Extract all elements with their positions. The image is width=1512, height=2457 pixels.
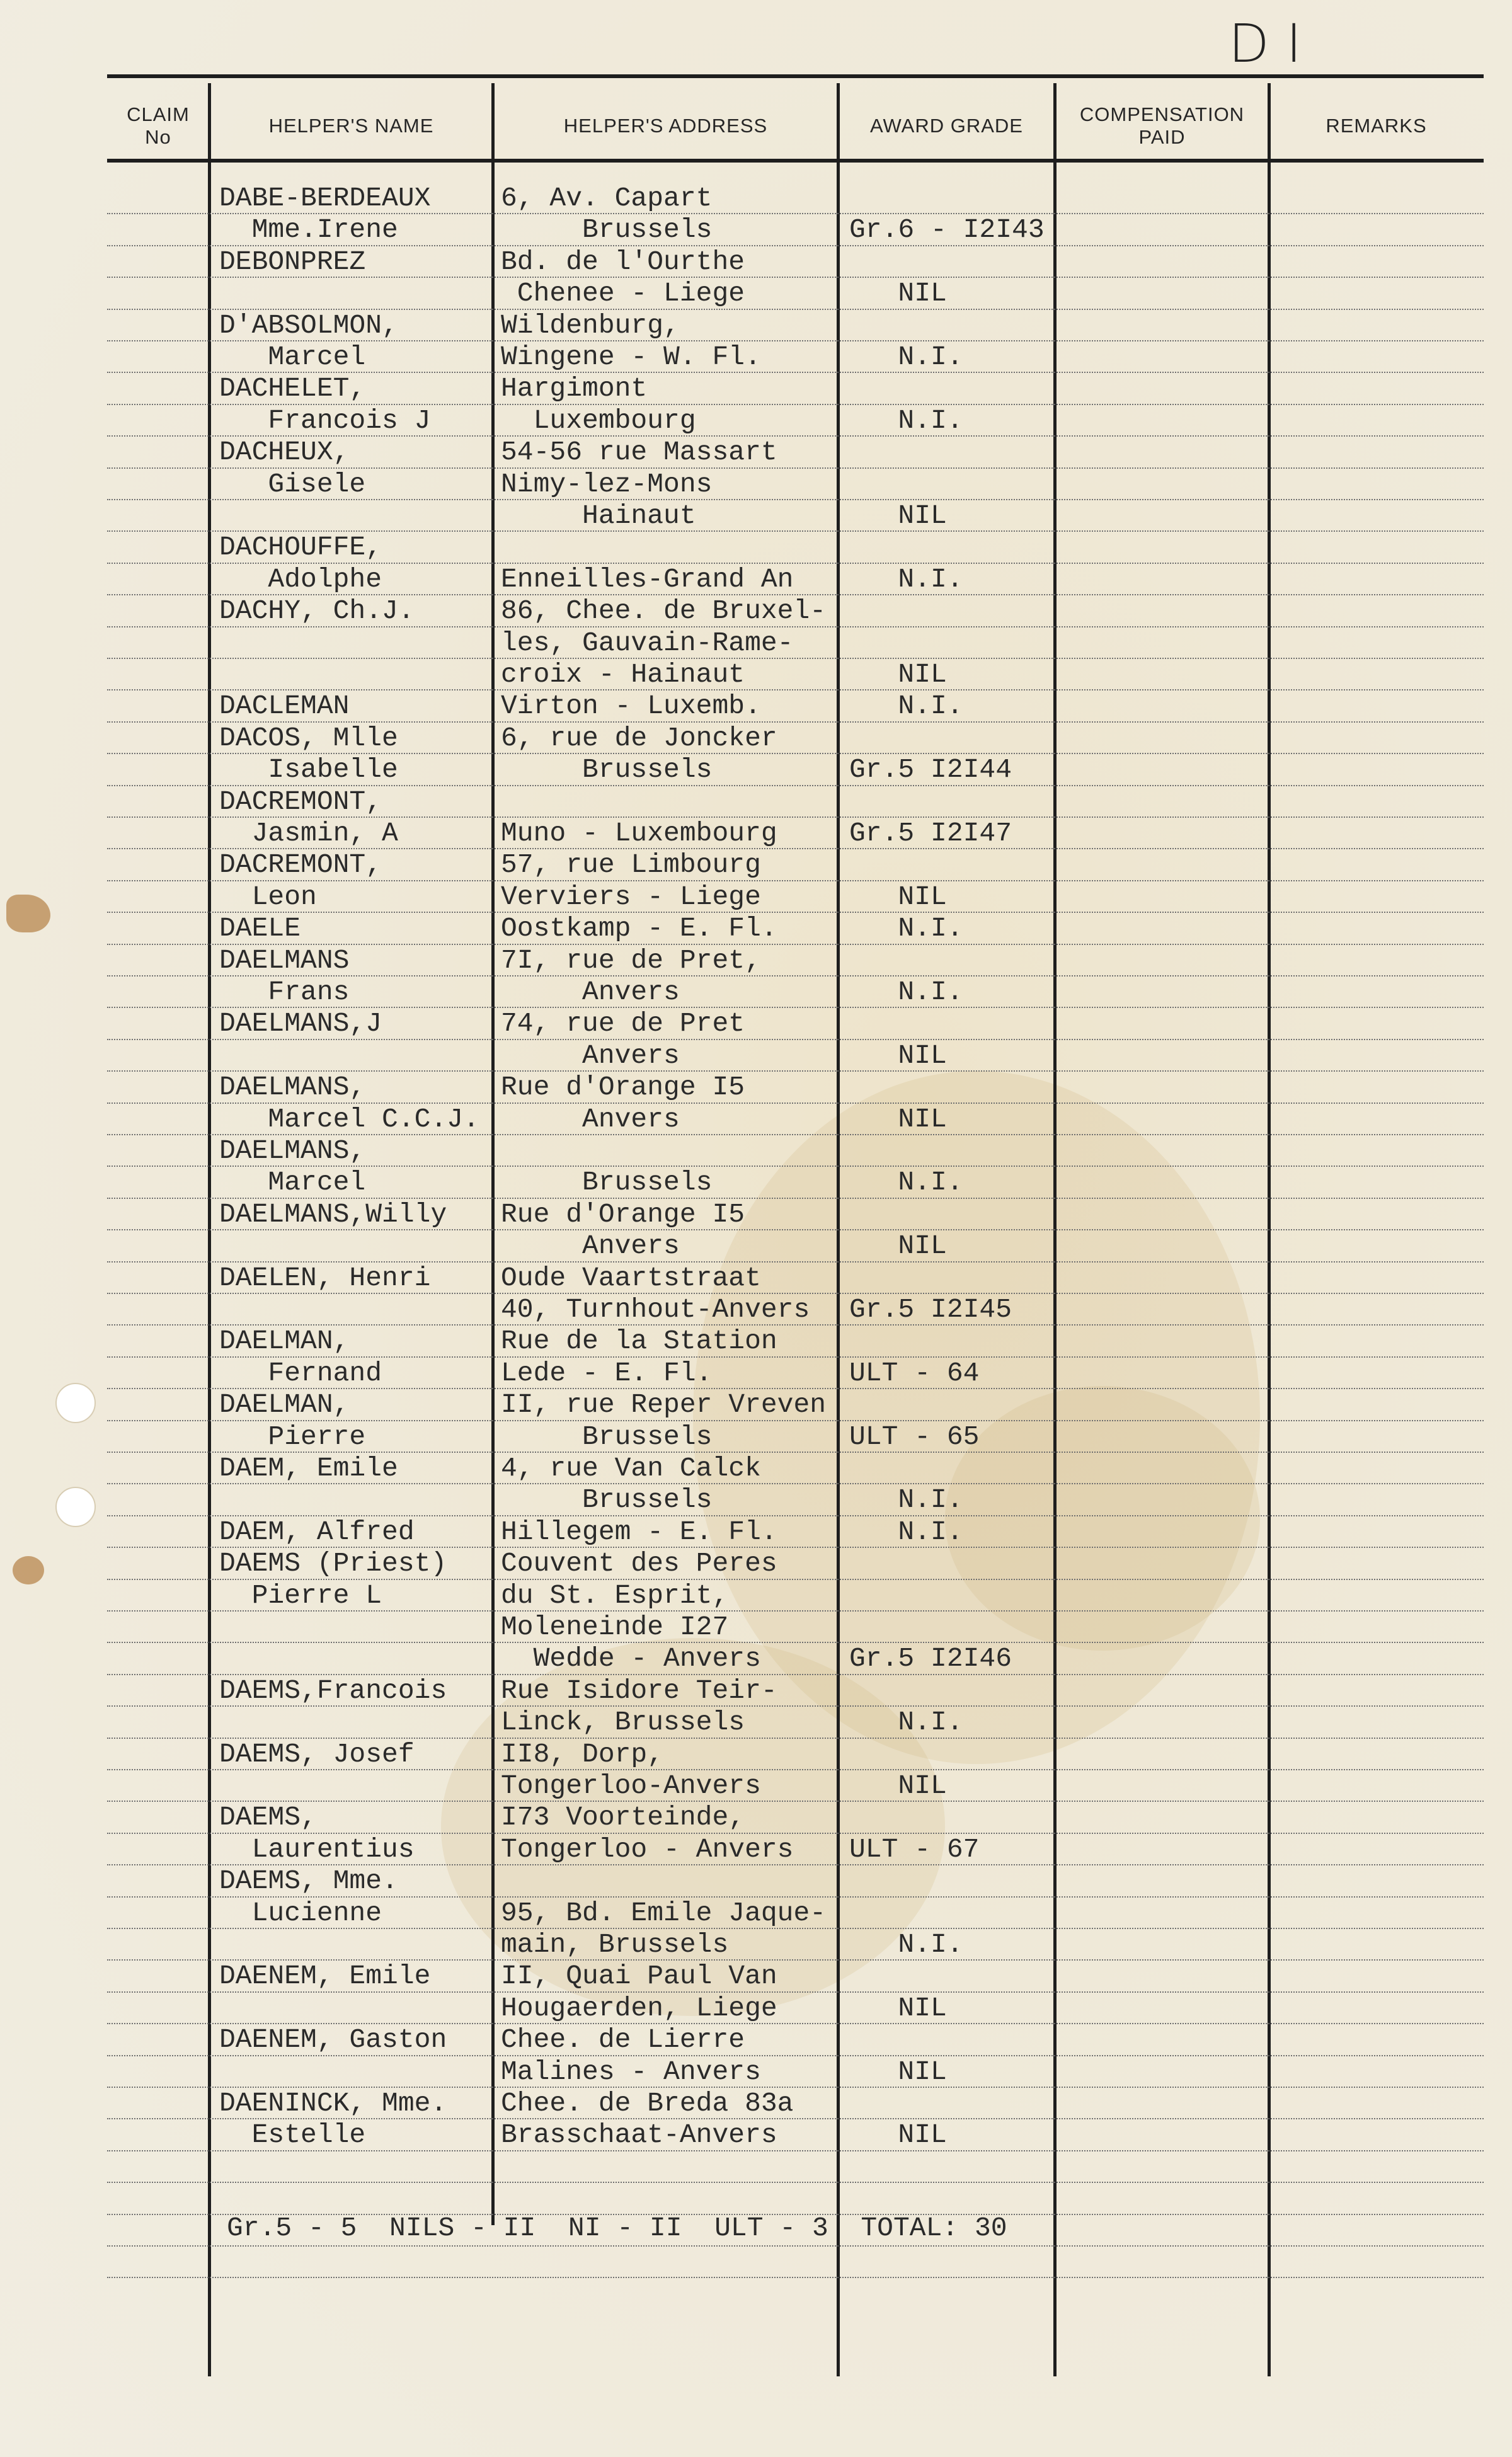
helper-address: Lede - E. Fl.	[501, 1357, 713, 1389]
ruled-line	[107, 816, 1484, 818]
helper-address: Oude Vaartstraat	[501, 1262, 761, 1293]
column-header-helpers-address: HELPER'S ADDRESS	[563, 115, 768, 137]
helper-address: Hougaerden, Liege	[501, 1992, 777, 2024]
ruled-line	[107, 2087, 1484, 2088]
ruled-line	[107, 1039, 1484, 1040]
award-grade: NIL	[849, 2119, 947, 2151]
award-grade: NIL	[849, 1040, 947, 1071]
ruled-line	[107, 1324, 1484, 1326]
ruled-line	[107, 1928, 1484, 1929]
award-grade: N.I.	[849, 1707, 963, 1738]
helper-name: DACOS, Mlle	[219, 722, 398, 753]
torn-edge	[6, 895, 50, 932]
helper-address: du St. Esprit,	[501, 1579, 729, 1611]
ruled-line	[107, 1991, 1484, 1993]
award-grade: Gr.5 I2I45	[849, 1294, 1012, 1325]
award-grade: Gr.5 I2I44	[849, 754, 1012, 786]
helper-address: Couvent des Peres	[501, 1548, 777, 1579]
helper-name: DAEMS, Mme.	[219, 1865, 398, 1897]
helper-name: Jasmin, A	[219, 818, 398, 849]
ruled-line	[107, 1547, 1484, 1548]
helper-name: DAELMAN,	[219, 1389, 350, 1421]
helper-address: Rue Isidore Teir-	[501, 1675, 777, 1706]
helper-name: DAELMAN,	[219, 1326, 350, 1357]
helper-name: Frans	[219, 976, 350, 1007]
helper-address: 95, Bd. Emile Jaque-	[501, 1897, 827, 1928]
helper-address: Luxembourg	[501, 404, 696, 436]
ruled-line	[107, 1642, 1484, 1643]
ruled-line	[107, 2182, 1484, 2183]
ruled-line	[107, 626, 1484, 627]
helper-name: Gisele	[219, 468, 366, 500]
helper-address: Moleneinde I27	[501, 1612, 729, 1642]
ruled-line	[107, 1801, 1484, 1802]
award-grade: N.I.	[849, 1516, 963, 1547]
helper-name: DAELEN, Henri	[219, 1262, 431, 1293]
helper-address: II, Quai Paul Van	[501, 1961, 777, 1992]
ruled-line	[107, 340, 1484, 341]
award-grade: ULT - 65	[849, 1421, 980, 1452]
helper-name: Pierre	[219, 1421, 366, 1452]
torn-edge	[13, 1556, 44, 1584]
helper-address: main, Brussels	[501, 1929, 729, 1960]
award-grade: N.I.	[849, 690, 963, 722]
column-header-compensation-paid: COMPENSATION PAID	[1079, 103, 1245, 148]
column-header-remarks: REMARKS	[1326, 115, 1427, 137]
ruled-line	[107, 912, 1484, 913]
ruled-line	[107, 689, 1484, 690]
helper-name: DAENEM, Gaston	[219, 2024, 447, 2056]
helper-address: Chee. de Lierre	[501, 2024, 745, 2056]
helper-name: DAEMS,	[219, 1802, 317, 1833]
helper-address: Bd. de l'Ourthe	[501, 246, 745, 277]
helper-name: DACLEMAN	[219, 690, 350, 722]
helper-address: Enneilles-Grand An	[501, 563, 794, 595]
helper-address: 40, Turnhout-Anvers	[501, 1294, 810, 1325]
ruled-line	[107, 594, 1484, 595]
ruled-line	[107, 1452, 1484, 1453]
helper-address: croix - Hainaut	[501, 659, 745, 690]
award-grade: N.I.	[849, 404, 963, 436]
helper-address: Hainaut	[501, 500, 696, 531]
helper-address: II, rue Reper Vreven	[501, 1389, 827, 1421]
helper-address: 7I, rue de Pret,	[501, 944, 761, 976]
helper-name: DACHELET,	[219, 373, 366, 404]
helper-name: Isabelle	[219, 754, 398, 786]
helper-address: 74, rue de Pret	[501, 1008, 745, 1040]
award-grade: ULT - 64	[849, 1357, 980, 1389]
helper-address: Chenee - Liege	[501, 278, 745, 309]
award-grade: ULT - 67	[849, 1833, 980, 1865]
ruled-line	[107, 1356, 1484, 1358]
ruled-line	[107, 1134, 1484, 1135]
helper-address: Wingene - W. Fl.	[501, 341, 761, 372]
award-grade: NIL	[849, 1230, 947, 1262]
ruled-line	[107, 1610, 1484, 1612]
ruled-line	[107, 277, 1484, 278]
award-grade: NIL	[849, 659, 947, 690]
helper-name: Adolphe	[219, 563, 382, 595]
helper-name: Mme.Irene	[219, 214, 398, 246]
helper-name: DAEM, Alfred	[219, 1516, 415, 1547]
helper-address: Brussels	[501, 754, 713, 786]
ruled-line	[107, 1388, 1484, 1389]
helper-address: Linck, Brussels	[501, 1707, 745, 1738]
helper-name: DACHOUFFE,	[219, 532, 382, 563]
helper-address: Muno - Luxembourg	[501, 818, 777, 849]
ruled-line	[107, 213, 1484, 214]
helper-address: 86, Chee. de Bruxel-	[501, 595, 827, 627]
award-grade: N.I.	[849, 976, 963, 1007]
ruled-line	[107, 1579, 1484, 1580]
helper-address: 6, Av. Capart	[501, 183, 713, 214]
helper-address: les, Gauvain-Rame-	[501, 627, 794, 658]
award-grade: N.I.	[849, 913, 963, 944]
award-grade: N.I.	[849, 1167, 963, 1198]
helper-name: Estelle	[219, 2119, 366, 2151]
helper-name: Leon	[219, 881, 317, 912]
helper-address: Verviers - Liege	[501, 881, 761, 912]
ruled-line	[107, 1674, 1484, 1675]
award-grade: NIL	[849, 1992, 947, 2024]
helper-address: Brussels	[501, 1484, 713, 1516]
helper-name: DAEMS (Priest)	[219, 1548, 447, 1579]
ruled-line	[107, 499, 1484, 500]
ruled-line	[107, 944, 1484, 945]
helper-name: Laurentius	[219, 1833, 415, 1865]
helper-address: 57, rue Limbourg	[501, 849, 761, 881]
ruled-line	[107, 2150, 1484, 2151]
award-grade: N.I.	[849, 563, 963, 595]
helper-name: DAELMANS	[219, 944, 350, 976]
award-grade: NIL	[849, 2056, 947, 2087]
helper-name: DAEMS, Josef	[219, 1738, 415, 1770]
helper-name: Pierre L	[219, 1579, 382, 1611]
ruled-line	[107, 1261, 1484, 1263]
helper-name: DAENEM, Emile	[219, 1961, 431, 1992]
ruled-line	[107, 785, 1484, 786]
helper-name: Lucienne	[219, 1897, 382, 1928]
helper-name: Fernand	[219, 1357, 382, 1389]
ruled-line	[107, 1229, 1484, 1230]
ruled-line	[107, 1166, 1484, 1167]
award-grade: Gr.6 - I2I43	[849, 214, 1045, 246]
ruled-line	[107, 1420, 1484, 1421]
award-grade: Gr.5 I2I47	[849, 818, 1012, 849]
helper-name: DAELMANS,	[219, 1135, 366, 1166]
helper-name: DAELMANS,	[219, 1072, 366, 1103]
helper-name: Marcel	[219, 1167, 366, 1198]
helper-address: II8, Dorp,	[501, 1738, 664, 1770]
helper-name: DABE-BERDEAUX	[219, 183, 431, 214]
helper-address: Brussels	[501, 214, 713, 246]
helper-name: DAELE	[219, 913, 301, 944]
punch-hole	[55, 1487, 96, 1527]
ruled-line	[107, 2023, 1484, 2024]
award-grade: NIL	[849, 1103, 947, 1135]
helper-name: DACHEUX,	[219, 437, 350, 468]
helper-address: Oostkamp - E. Fl.	[501, 913, 777, 944]
helper-address: Anvers	[501, 1040, 680, 1071]
helper-address: Nimy-lez-Mons	[501, 468, 713, 500]
helper-address: Malines - Anvers	[501, 2056, 761, 2087]
ruled-line	[107, 245, 1484, 246]
helper-address: Brasschaat-Anvers	[501, 2119, 777, 2151]
ruled-line	[107, 1483, 1484, 1484]
helper-address: 54-56 rue Massart	[501, 437, 777, 468]
award-grade: NIL	[849, 500, 947, 531]
ruled-line	[107, 848, 1484, 849]
helper-address: Hillegem - E. Fl.	[501, 1516, 777, 1547]
ruled-line	[107, 435, 1484, 437]
helper-address: Anvers	[501, 1103, 680, 1135]
summary-totals: Gr.5 - 5 NILS - II NI - II ULT - 3 TOTAL: 30	[227, 2213, 1007, 2243]
ruled-line	[107, 2245, 1484, 2247]
ruled-line	[107, 563, 1484, 564]
ruled-line	[107, 1070, 1484, 1072]
ruled-line	[107, 404, 1484, 405]
column-header-helpers-name: HELPER'S NAME	[268, 115, 434, 137]
ruled-line	[107, 1293, 1484, 1294]
award-grade: NIL	[849, 1770, 947, 1801]
ruled-line	[107, 372, 1484, 373]
ruled-line	[107, 1769, 1484, 1770]
award-grade: NIL	[849, 278, 947, 309]
helper-name: Marcel C.C.J.	[219, 1103, 479, 1135]
helper-address: Brussels	[501, 1421, 713, 1452]
handwritten-corner-mark: D I	[1228, 13, 1302, 74]
column-header-award-grade: AWARD GRADE	[870, 115, 1023, 137]
ruled-line	[107, 1515, 1484, 1516]
ruled-line	[107, 1959, 1484, 1961]
ruled-line	[107, 309, 1484, 310]
helper-name: DACHY, Ch.J.	[219, 595, 415, 627]
ruled-line	[107, 2055, 1484, 2056]
helper-address: Virton - Luxemb.	[501, 690, 761, 722]
ruled-line	[107, 1738, 1484, 1739]
ruled-line	[107, 1705, 1484, 1707]
column-header-claim-no: CLAIM No	[127, 103, 190, 148]
ruled-line	[107, 530, 1484, 532]
helper-address: Brussels	[501, 1167, 713, 1198]
helper-address: Anvers	[501, 976, 680, 1007]
award-grade: N.I.	[849, 341, 963, 372]
helper-address: Wildenburg,	[501, 309, 680, 341]
ruled-line	[107, 1198, 1484, 1199]
ruled-line	[107, 1007, 1484, 1008]
ruled-line	[107, 467, 1484, 469]
ruled-line	[107, 658, 1484, 659]
helper-name: DAEMS,Francois	[219, 1675, 447, 1706]
award-grade: Gr.5 I2I46	[849, 1643, 1012, 1675]
ruled-line	[107, 2277, 1484, 2278]
ruled-line	[107, 975, 1484, 976]
ruled-line	[107, 2118, 1484, 2119]
award-grade: NIL	[849, 881, 947, 912]
helper-name: D'ABSOLMON,	[219, 309, 398, 341]
ruled-line	[107, 1896, 1484, 1898]
helper-address: I73 Voorteinde,	[501, 1802, 745, 1833]
helper-address: Rue d'Orange I5	[501, 1072, 745, 1103]
helper-address: Rue de la Station	[501, 1326, 777, 1357]
award-grade: N.I.	[849, 1929, 963, 1960]
helper-address: Rue d'Orange I5	[501, 1198, 745, 1230]
helper-name: DACREMONT,	[219, 849, 382, 881]
helper-address: 4, rue Van Calck	[501, 1453, 761, 1484]
header-top-rule	[107, 74, 1484, 78]
helper-name: Marcel	[219, 341, 366, 372]
helper-address: Hargimont	[501, 373, 648, 404]
ruled-line	[107, 1102, 1484, 1104]
helper-address: Tongerloo-Anvers	[501, 1770, 761, 1801]
helper-address: 6, rue de Joncker	[501, 722, 777, 753]
helper-name: DAEM, Emile	[219, 1453, 398, 1484]
helper-address: Wedde - Anvers	[501, 1643, 761, 1675]
ruled-line	[107, 753, 1484, 754]
ruled-line	[107, 721, 1484, 723]
helper-address: Anvers	[501, 1230, 680, 1262]
ruled-line	[107, 1864, 1484, 1865]
helper-address: Tongerloo - Anvers	[501, 1833, 794, 1865]
helper-name: DAELMANS,Willy	[219, 1198, 447, 1230]
helper-name: DEBONPREZ	[219, 246, 366, 277]
punch-hole	[55, 1383, 96, 1423]
ruled-line	[107, 880, 1484, 881]
award-grade: N.I.	[849, 1484, 963, 1516]
helper-name: DAELMANS,J	[219, 1008, 382, 1040]
helper-name: Francois J	[219, 404, 431, 436]
helper-name: DACREMONT,	[219, 786, 382, 817]
ruled-line	[107, 1833, 1484, 1834]
helper-name: DAENINCK, Mme.	[219, 2088, 447, 2119]
helper-address: Chee. de Breda 83a	[501, 2088, 794, 2119]
